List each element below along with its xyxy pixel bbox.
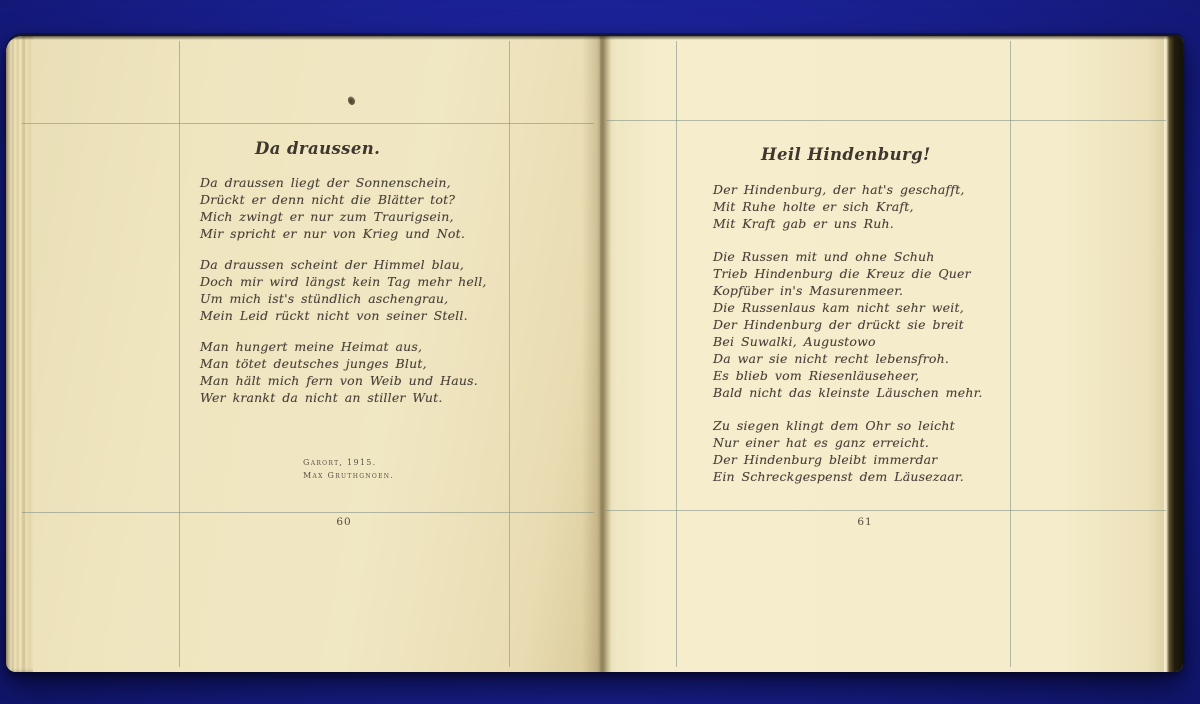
right-page-number: 61 xyxy=(857,516,873,528)
frame-rule-right-page-horizontal-top xyxy=(606,120,1166,121)
poem-stanza xyxy=(713,417,1003,485)
signature-author: Max Gruthgnoen. xyxy=(303,471,395,480)
poem-line: Der Hindenburg, der hat's geschafft, xyxy=(713,182,965,197)
left-poem xyxy=(200,139,487,420)
left-page-number: 60 xyxy=(336,516,352,528)
poem-line: Kopfüber in's Masurenmeer. xyxy=(713,283,904,298)
poem-line: Bei Suwalki, Augustowo xyxy=(713,334,876,349)
poem-line: Wer krankt da nicht an stiller Wut. xyxy=(200,390,443,405)
poem-stanza xyxy=(200,338,478,406)
stacked-page-edges xyxy=(6,36,33,672)
poem-line: Doch mir wird längst kein Tag mehr hell, xyxy=(200,274,487,289)
poem-line: Da war sie nicht recht lebensfroh. xyxy=(713,351,950,366)
frame-rule-left-page-vertical-right xyxy=(509,41,510,667)
poem-line: Mir spricht er nur von Krieg und Not. xyxy=(200,226,466,241)
frame-rule-left-page-horizontal-bottom xyxy=(22,512,594,513)
frame-rule-right-page-horizontal-bottom xyxy=(606,510,1166,511)
book-top-edge-shadow xyxy=(6,36,1183,40)
frame-rule-left-page-horizontal-top xyxy=(22,123,594,124)
poem-line: Die Russenlaus kam nicht sehr weit, xyxy=(713,300,964,315)
poem-line: Man hält mich fern von Weib und Haus. xyxy=(200,373,478,388)
poem-line: Man tötet deutsches junges Blut, xyxy=(200,356,427,371)
poem-line: Mit Ruhe holte er sich Kraft, xyxy=(713,199,914,214)
poem-line: Der Hindenburg der drückt sie breit xyxy=(713,317,964,332)
poem-stanza xyxy=(713,248,1003,401)
signature-place-date: Garort, 1915. xyxy=(303,458,377,467)
frame-rule-right-page-vertical-right xyxy=(1010,41,1011,667)
poem-line: Um mich ist's stündlich aschengrau, xyxy=(200,291,449,306)
poem-stanza xyxy=(200,174,466,242)
poem-line: Zu siegen klingt dem Ohr so leicht xyxy=(713,418,955,433)
poem-line: Nur einer hat es ganz erreicht. xyxy=(713,435,930,450)
poem-line: Die Russen mit und ohne Schuh xyxy=(713,249,935,264)
book-cover-edge xyxy=(1164,36,1183,672)
poem-stanza xyxy=(713,181,1003,232)
poem-line: Drückt er denn nicht die Blätter tot? xyxy=(200,192,456,207)
right-poem-title: Heil Hindenburg! xyxy=(761,145,931,164)
right-poem xyxy=(713,145,1003,501)
poem-line: Da draussen liegt der Sonnenschein, xyxy=(200,175,451,190)
poem-line: Trieb Hindenburg die Kreuz die Quer xyxy=(713,266,971,281)
open-book xyxy=(6,36,1183,672)
poem-line: Da draussen scheint der Himmel blau, xyxy=(200,257,465,272)
poem-line: Mich zwingt er nur zum Traurigsein, xyxy=(200,209,454,224)
frame-rule-left-page-vertical-left xyxy=(179,41,180,667)
poem-stanza xyxy=(200,256,487,324)
left-poem-title: Da draussen. xyxy=(255,139,381,158)
poem-line: Mit Kraft gab er uns Ruh. xyxy=(713,216,894,231)
poem-line: Man hungert meine Heimat aus, xyxy=(200,339,423,354)
poem-line: Ein Schreckgespenst dem Läusezaar. xyxy=(713,469,964,484)
poem-line: Es blieb vom Riesenläuseheer, xyxy=(713,368,920,383)
poem-signature xyxy=(303,456,394,482)
frame-rule-right-page-vertical-left xyxy=(676,41,677,667)
poem-line: Mein Leid rückt nicht von seiner Stell. xyxy=(200,308,468,323)
poem-line: Bald nicht das kleinste Läuschen mehr. xyxy=(713,385,983,400)
poem-line: Der Hindenburg bleibt immerdar xyxy=(713,452,938,467)
